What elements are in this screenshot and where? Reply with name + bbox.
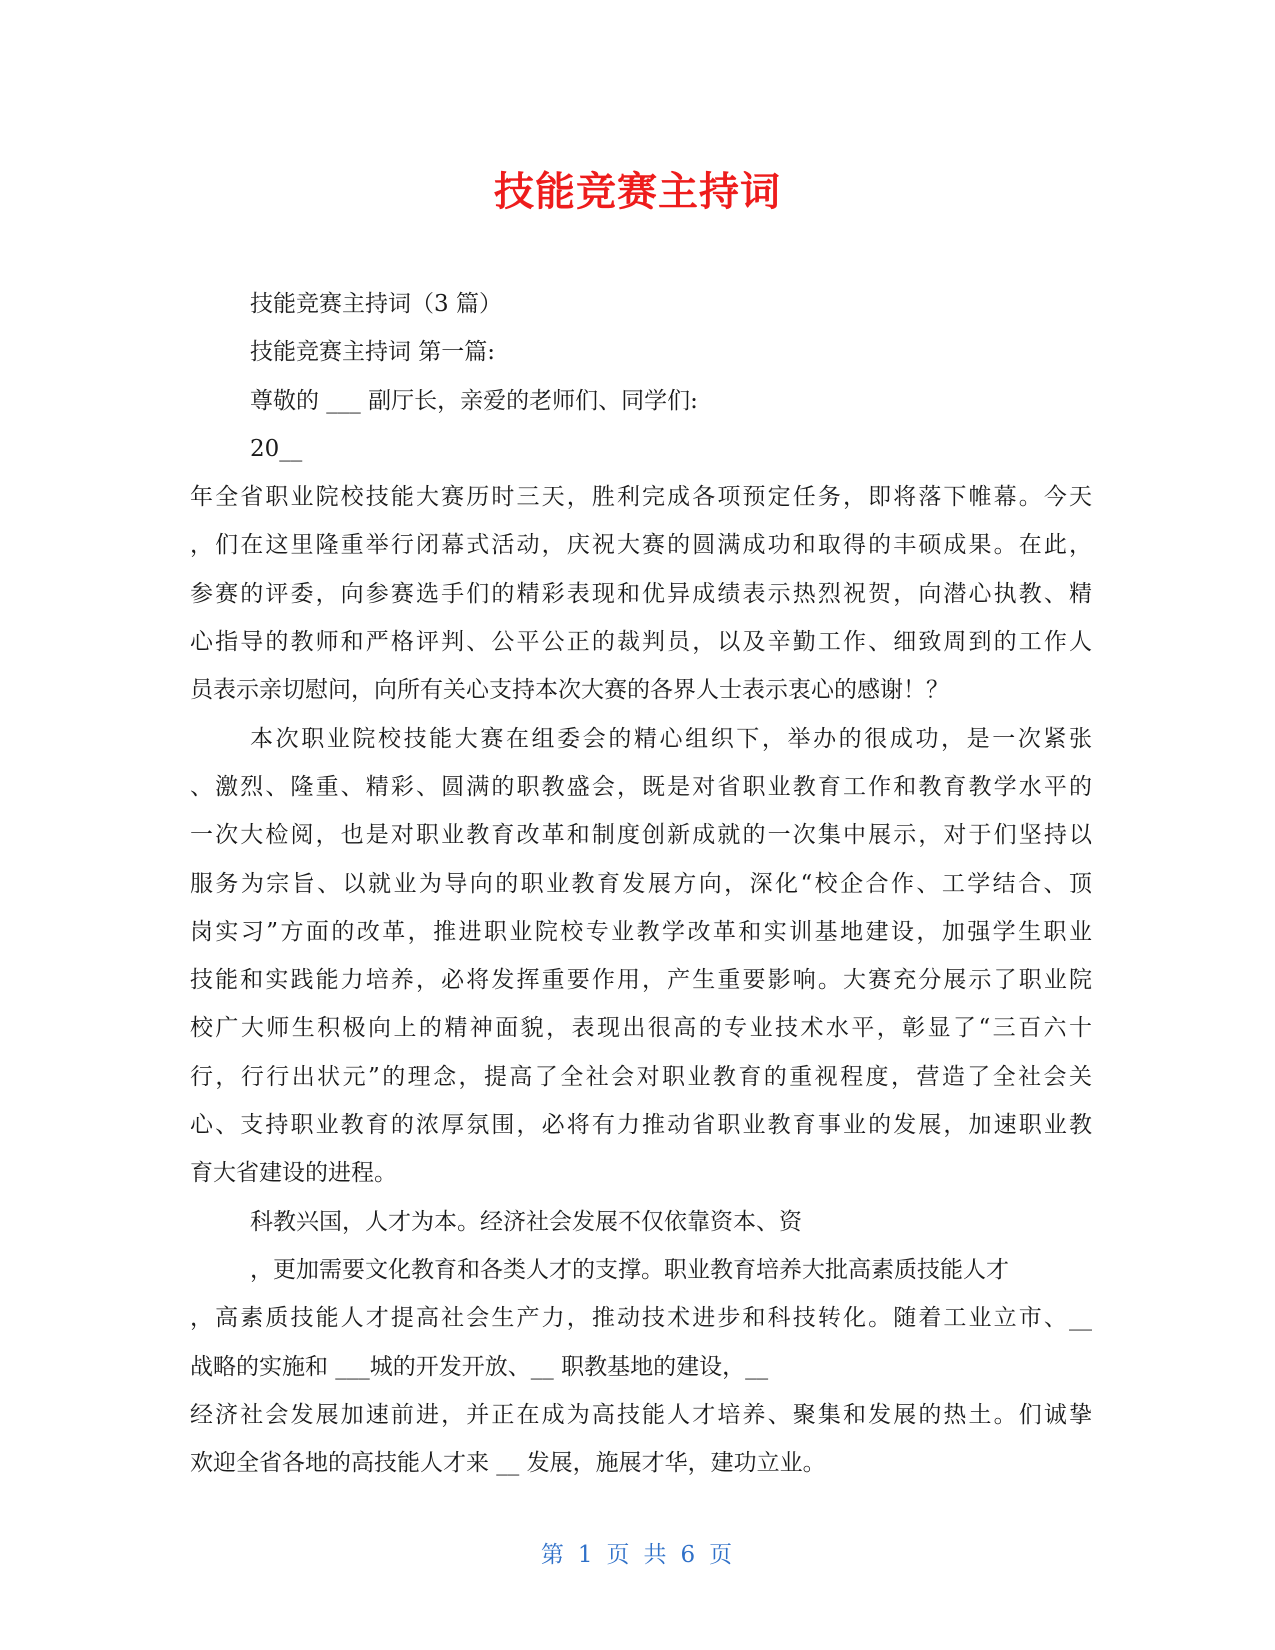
text-line: 心指导的教师和严格评判、公平公正的裁判员，以及辛勤工作、细致周到的工作人 xyxy=(190,629,1092,656)
text-line: ，高素质技能人才提高社会生产力，推动技术进步和科技转化。随着工业立市、__ xyxy=(190,1305,1092,1332)
text-line: 20__ xyxy=(250,435,303,462)
text-line: 、激烈、隆重、精彩、圆满的职教盛会，既是对省职业教育工作和教育教学水平的 xyxy=(190,773,1092,800)
text-line: 本次职业院校技能大赛在组委会的精心组织下，举办的很成功，是一次紧张 xyxy=(250,725,1092,752)
text-line: 年全省职业院校技能大赛历时三天，胜利完成各项预定任务，即将落下帷幕。今天 xyxy=(190,484,1092,511)
footer-label-ye: 页 xyxy=(606,1542,632,1568)
text-line: 心、支持职业教育的浓厚氛围，必将有力推动省职业教育事业的发展，加速职业教 xyxy=(190,1112,1092,1139)
footer-label-di: 第 xyxy=(540,1542,566,1568)
text-line: 战略的实施和 ___城的开发开放、__ 职教基地的建设，__ xyxy=(190,1353,769,1380)
text-line: 技能竞赛主持词（3 篇） xyxy=(250,291,502,317)
footer-label-gong: 共 xyxy=(643,1542,669,1568)
text-line: 校广大师生积极向上的精神面貌，表现出很高的专业技术水平，彰显了“三百六十 xyxy=(190,1015,1092,1042)
text-line: 参赛的评委，向参赛选手们的精彩表现和优异成绩表示热烈祝贺，向潜心执教、精 xyxy=(190,580,1092,607)
page-footer xyxy=(0,1536,1275,1569)
text-line: 员表示亲切慰问，向所有关心支持本次大赛的各界人士表示衷心的感谢！？ xyxy=(190,677,949,704)
footer-label-ye-end: 页 xyxy=(709,1542,735,1568)
document-body xyxy=(190,280,1092,1487)
text-line: 技能竞赛主持词 第一篇: xyxy=(250,339,496,366)
text-line: 科教兴国，人才为本。经济社会发展不仅依靠资本、资 xyxy=(250,1208,802,1235)
text-line: 岗实习”方面的改革，推进职业院校专业教学改革和实训基地建设，加强学生职业 xyxy=(190,918,1092,945)
text-line: ，们在这里隆重举行闭幕式活动，庆祝大赛的圆满成功和取得的丰硕成果。在此， xyxy=(190,532,1092,559)
text-line: 行，行行出状元”的理念，提高了全社会对职业教育的重视程度，营造了全社会关 xyxy=(190,1063,1092,1090)
text-line: 欢迎全省各地的高技能人才来 __ 发展，施展才华，建功立业。 xyxy=(190,1450,826,1477)
text-line: ，更加需要文化教育和各类人才的支撑。职业教育培养大批高素质技能人才 xyxy=(250,1256,1009,1283)
text-line: 育大省建设的进程。 xyxy=(190,1160,397,1187)
total-pages: 6 xyxy=(680,1542,698,1568)
text-line: 经济社会发展加速前进，并正在成为高技能人才培养、聚集和发展的热土。们诚挚 xyxy=(190,1401,1092,1428)
text-line: 一次大检阅，也是对职业教育改革和制度创新成就的一次集中展示，对于们坚持以 xyxy=(190,822,1092,849)
text-line: 服务为宗旨、以就业为导向的职业教育发展方向，深化“校企合作、工学结合、顶 xyxy=(190,870,1092,897)
page-number: 1 xyxy=(577,1542,595,1568)
document-title: 技能竞赛主持词 xyxy=(494,169,781,215)
text-line: 尊敬的 ___ 副厅长，亲爱的老师们、同学们: xyxy=(250,387,698,414)
text-line: 技能和实践能力培养，必将发挥重要作用，产生重要影响。大赛充分展示了职业院 xyxy=(190,967,1092,994)
